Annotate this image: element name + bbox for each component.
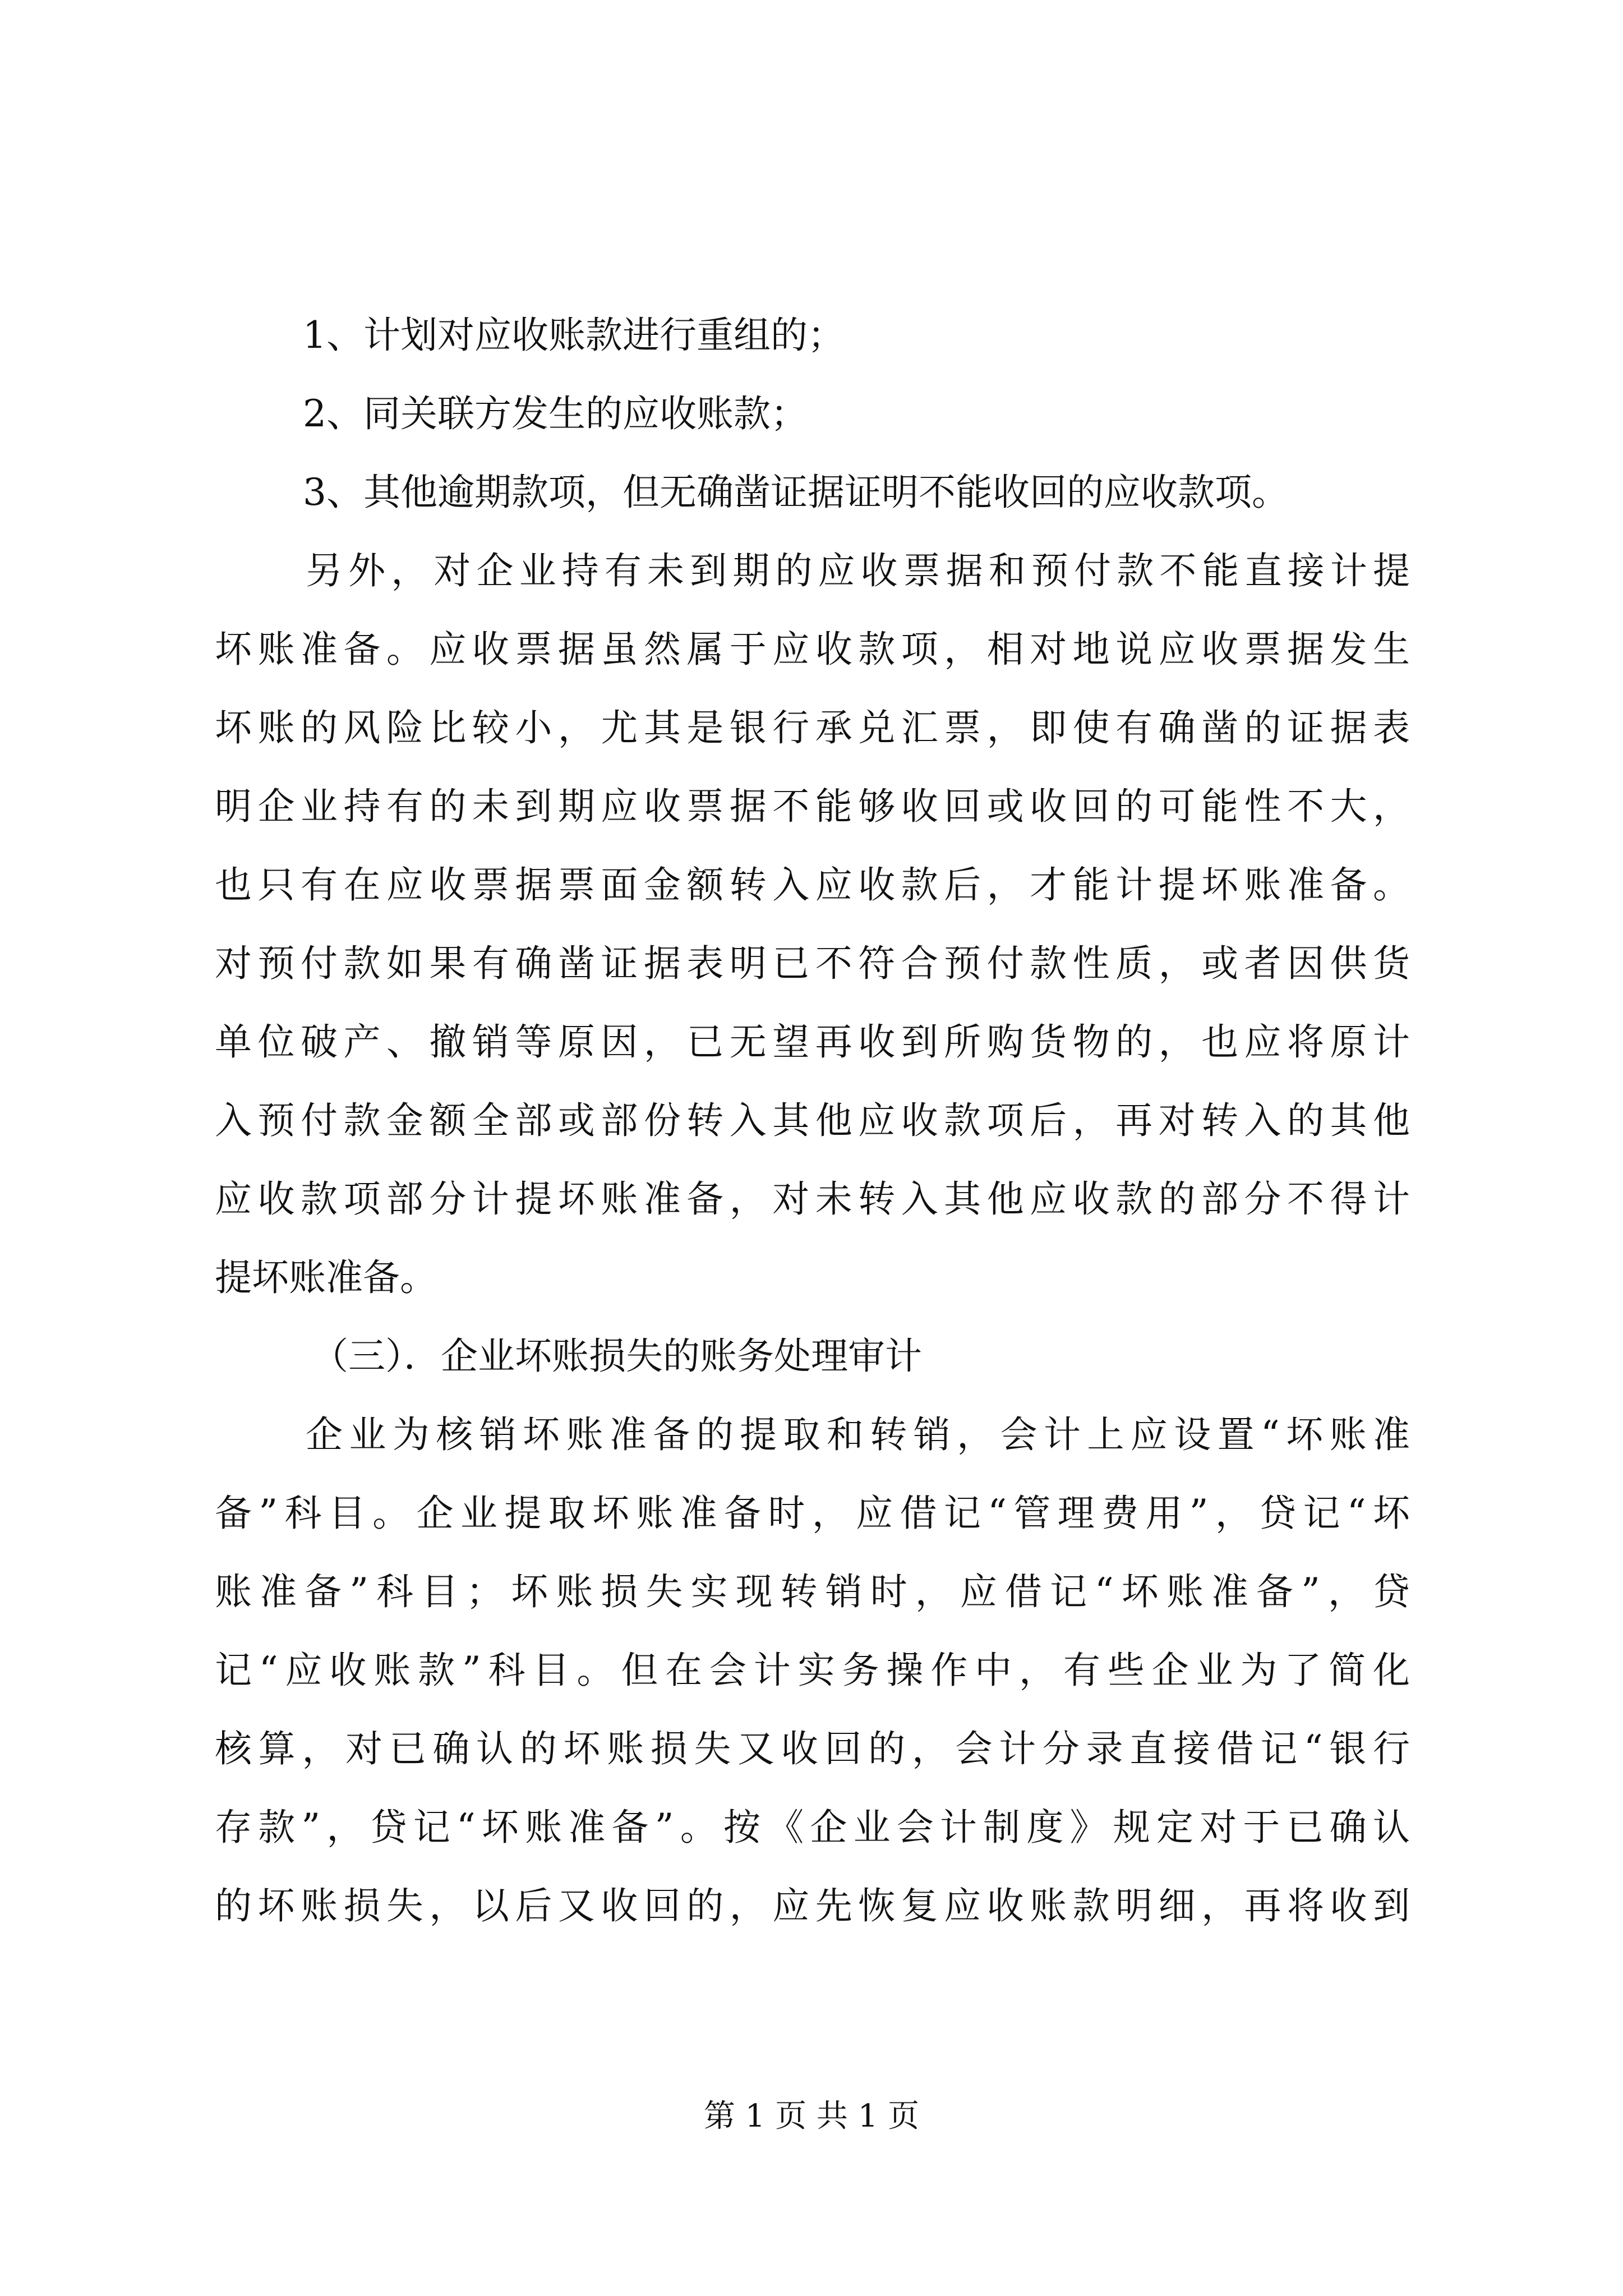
paragraph-line: 对预付款如果有确凿证据表明已不符合预付款性质，或者因供货: [215, 942, 1410, 985]
list-item: 2、同关联方发生的应收账款；: [303, 392, 808, 435]
paragraph-line: 明企业持有的未到期应收票据不能够收回或收回的可能性不大，: [215, 785, 1410, 828]
paragraph-line: 另外，对企业持有未到期的应收票据和预付款不能直接计提: [306, 549, 1410, 592]
paragraph-line: 也只有在应收票据票面金额转入应收款后，才能计提坏账准备。: [215, 863, 1410, 907]
paragraph-line: 坏账准备。应收票据虽然属于应收款项，相对地说应收票据发生: [215, 628, 1410, 671]
list-item: 1、计划对应收账款进行重组的；: [303, 314, 845, 357]
paragraph-line: 企业为核销坏账准备的提取和转销，会计上应设置“坏账准: [306, 1413, 1410, 1456]
paragraph-line: 单位破产、撤销等原因，已无望再收到所购货物的，也应将原计: [215, 1020, 1410, 1064]
paragraph-line: 提坏账准备。: [215, 1256, 437, 1299]
paragraph-line: 账准备”科目；坏账损失实现转销时，应借记“坏账准备”，贷: [215, 1570, 1410, 1613]
section-heading: （三）．企业坏账损失的账务处理审计: [311, 1335, 922, 1378]
paragraph-line: 核算，对已确认的坏账损失又收回的，会计分录直接借记“银行: [215, 1727, 1410, 1770]
page-footer: 第 1 页 共 1 页: [703, 2098, 920, 2134]
paragraph-line: 存款”，贷记“坏账准备”。按《企业会计制度》规定对于已确认: [215, 1806, 1410, 1849]
paragraph-line: 应收款项部分计提坏账准备，对未转入其他应收款的部分不得计: [215, 1177, 1410, 1221]
paragraph-line: 入预付款金额全部或部份转入其他应收款项后，再对转入的其他: [215, 1099, 1410, 1142]
paragraph-line: 坏账的风险比较小，尤其是银行承兑汇票，即使有确凿的证据表: [215, 706, 1410, 749]
list-item: 3、其他逾期款项，但无确凿证据证明不能收回的应收款项。: [303, 471, 1289, 514]
paragraph-line: 备”科目。企业提取坏账准备时，应借记“管理费用”，贷记“坏: [215, 1492, 1410, 1535]
paragraph-line: 的坏账损失，以后又收回的，应先恢复应收账款明细，再将收到: [215, 1884, 1410, 1927]
paragraph-line: 记“应收账款”科目。但在会计实务操作中，有些企业为了简化: [215, 1649, 1410, 1692]
